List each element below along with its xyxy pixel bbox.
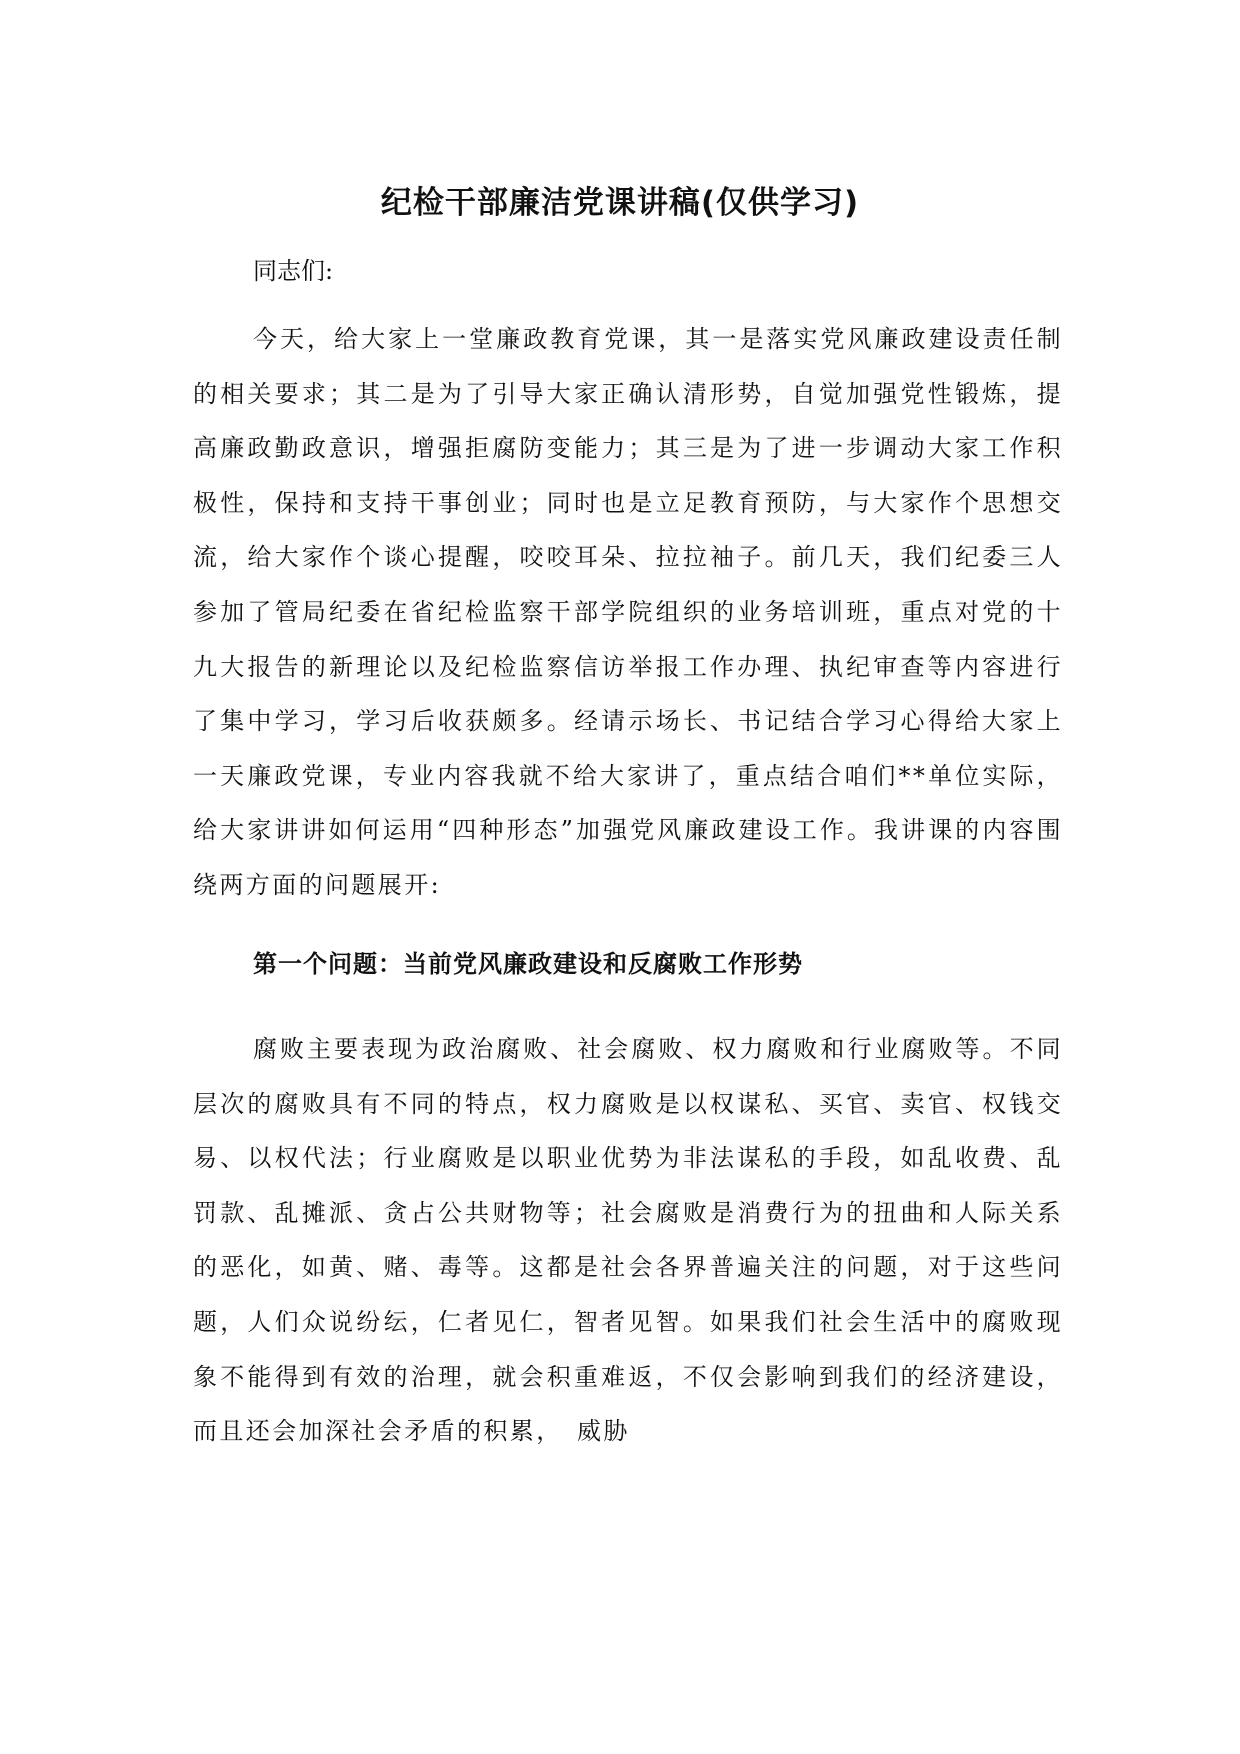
paragraph-corruption: 腐败主要表现为政治腐败、社会腐败、权力腐败和行业腐败等。不同层次的腐败具有不同的特点，权力腐败是以权谋私、买官、卖官、权钱交易、以权代法；行业腐败是以职业优势为非法谋私的手段，如乱收费、乱罚款、乱摊派、贪占公共财物等；社会腐败是消费行为的扭曲和人际关系的恶化，如黄、赌、毒等。这都是社会各界普遍关注的问题，对于这些问题，人们众说纷纭，仁者见仁，智者见智。如果我们社会生活中的腐败现象不能得到有效的治理，就会积重难返，不仅会影响到我们的经济建设，而且还会加深社会矛盾的积累， 威胁	[193, 1035, 1063, 1446]
paragraph-intro: 今天，给大家上一堂廉政教育党课，其一是落实党风廉政建设责任制的相关要求；其二是为了引导大家正确认清形势，自觉加强党性锻炼，提高廉政勤政意识，增强拒腐防变能力；其三是为了进一步调动大家工作积极性，保持和支持干事创业；同时也是立足教育预防，与大家作个思想交流，给大家作个谈心提醒，咬咬耳朵、拉拉袖子。前几天，我们纪委三人参加了管局纪委在省纪检监察干部学院组织的业务培训班，重点对党的十九大报告的新理论以及纪检监察信访举报工作办理、执纪审查等内容进行了集中学习，学习后收获颇多。经请示场长、书记结合学习心得给大家上一天廉政党课，专业内容我就不给大家讲了，重点结合咱们**单位实际，给大家讲讲如何运用“四种形态”加强党风廉政建设工作。我讲课的内容围绕两方面的问题展开:	[193, 325, 1063, 899]
section-heading: 第一个问题：当前党风廉政建设和反腐败工作形势	[253, 950, 803, 978]
document-title: 纪检干部廉洁党课讲稿(仅供学习)	[380, 185, 860, 221]
salutation: 同志们:	[253, 257, 334, 285]
